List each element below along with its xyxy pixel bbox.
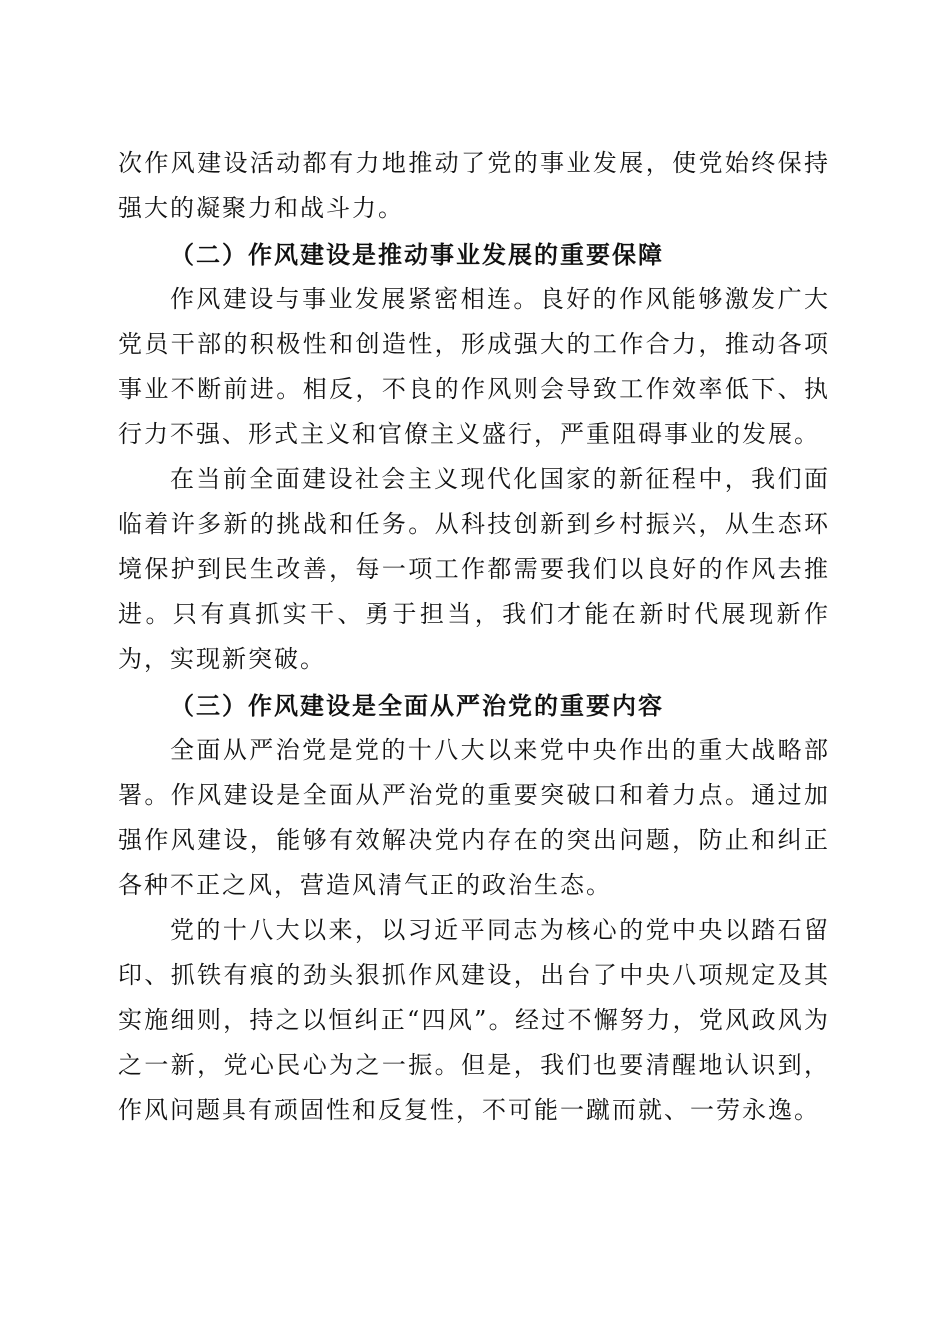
paragraph-strict-party-governance: 全面从严治党是党的十八大以来党中央作出的重大战略部署。作风建设是全面从严治党的重要突破口和着力点。通过加强作风建设，能够有效解决党内存在的突出问题，防止和纠正各种不正之风，营造风清气正的政治生态。 xyxy=(118,736,830,899)
paragraph-work-style-and-development: 作风建设与事业发展紧密相连。良好的作风能够激发广大党员干部的积极性和创造性，形成强大的工作合力，推动各项事业不断前进。相反，不良的作风则会导致工作效率低下、执行力不强、形式主义和官僚主义盛行，严重阻碍事业的发展。 xyxy=(118,285,830,448)
paragraph-eight-point-rules: 党的十八大以来，以习近平同志为核心的党中央以踏石留印、抓铁有痕的劲头狠抓作风建设，出台了中央八项规定及其实施细则，持之以恒纠正“四风”。经过不懈努力，党风政风为之一新，党心民心为之一振。但是，我们也要清醒地认识到，作风问题具有顽固性和反复性，不可能一蹴而就、一劳永逸。 xyxy=(118,916,830,1124)
paragraph-continuation: 次作风建设活动都有力地推动了党的事业发展，使党始终保持强大的凝聚力和战斗力。 xyxy=(118,149,830,222)
document-body xyxy=(118,141,830,1133)
section-heading-3: （三）作风建设是全面从严治党的重要内容 xyxy=(170,691,664,720)
paragraph-new-journey: 在当前全面建设社会主义现代化国家的新征程中，我们面临着许多新的挑战和任务。从科技创新到乡村振兴，从生态环境保护到民生改善，每一项工作都需要我们以良好的作风去推进。只有真抓实干、勇于担当，我们才能在新时代展现新作为，实现新突破。 xyxy=(118,465,830,673)
section-heading-2: （二）作风建设是推动事业发展的重要保障 xyxy=(170,240,664,269)
